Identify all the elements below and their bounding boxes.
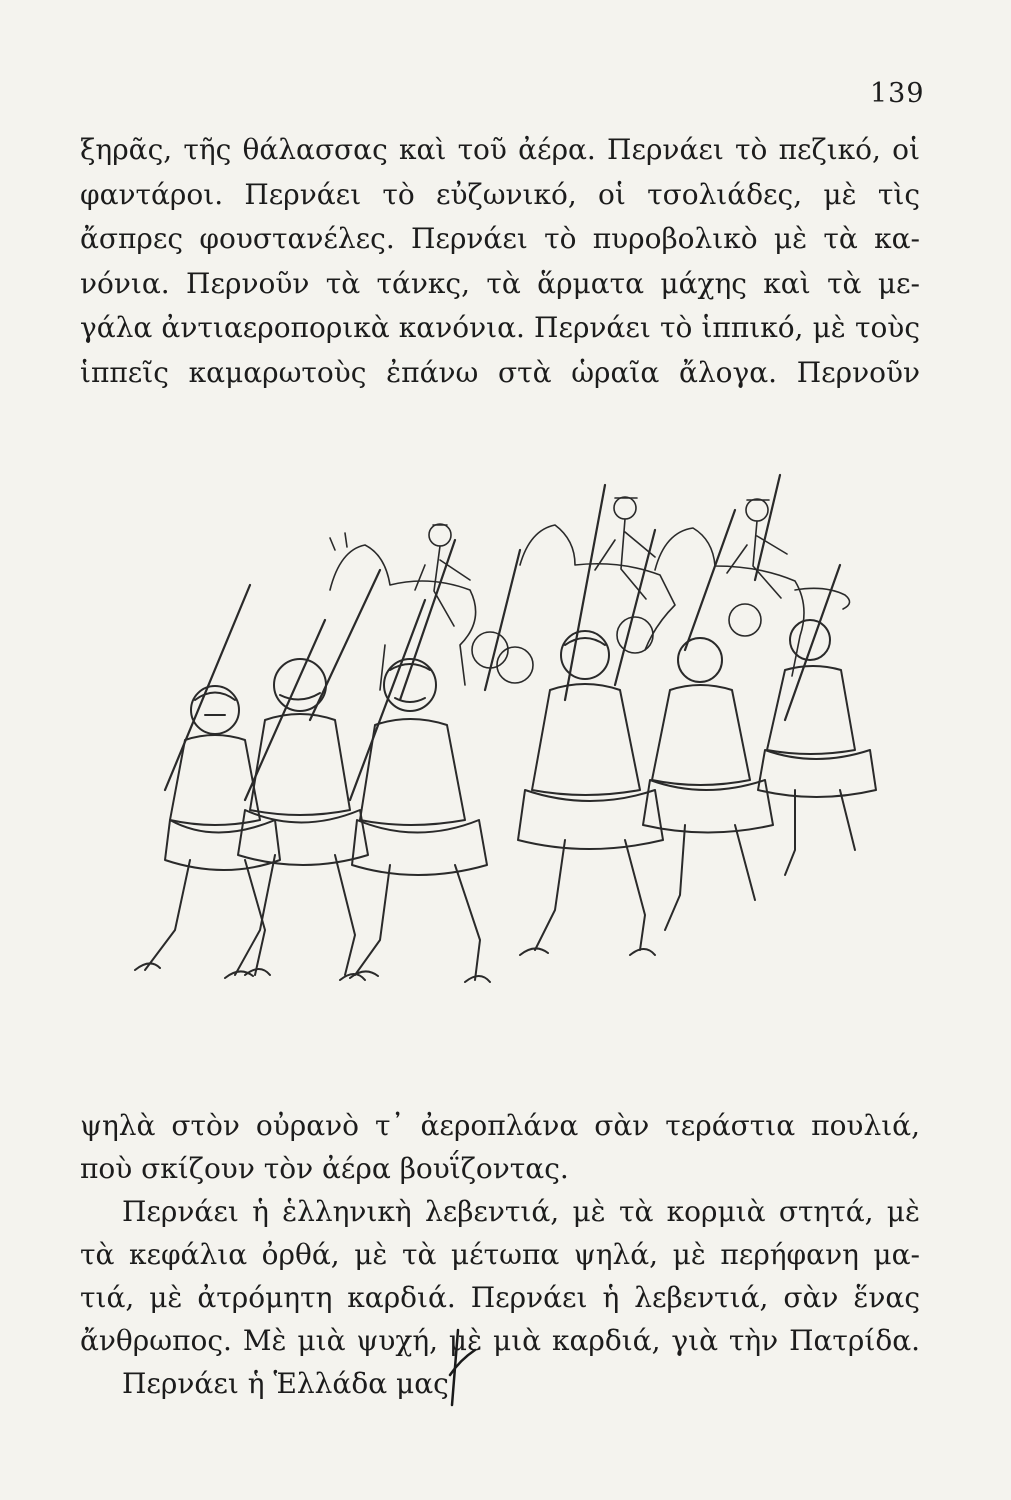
soldier-figure: [350, 659, 490, 982]
text-line: ἱππεῖς καμαρωτοὺς ἐπάνω στὰ ὡραῖα ἄλογα. Περνοῦν: [80, 355, 920, 389]
soldier-figure: [758, 620, 876, 875]
horse-figure: [330, 497, 850, 690]
text-line: φαντάροι. Περνάει τὸ εὐζωνικό, οἱ τσολιάδες, μὲ τὶς: [80, 177, 920, 211]
text-line: νόνια. Περνοῦν τὰ τάνκς, τὰ ἅρματα μάχης καὶ τὰ με-: [80, 266, 920, 300]
bottom-paragraph: [80, 1104, 920, 1405]
soldier-figure: [472, 604, 761, 683]
text-line: ἄνθρωπος. Μὲ μιὰ ψυχή, μὲ μιὰ καρδιά, γιὰ τὴν Πατρίδα.: [80, 1324, 920, 1357]
text-line: τιά, μὲ ἀτρόμητη καρδιά. Περνάει ἡ λεβεντιά, σὰν ἕνας: [80, 1281, 920, 1314]
page-number: 139: [870, 78, 925, 109]
text-line: Περνάει ἡ ἑλληνικὴ λεβεντιά, μὲ τὰ κορμιὰ στητά, μὲ: [122, 1195, 920, 1228]
text-line: Περνάει ἡ Ἑλλάδα μας: [122, 1367, 449, 1400]
text-line: γάλα ἀντιαεροπορικὰ κανόνια. Περνάει τὸ ἱππικό, μὲ τοὺς: [80, 311, 920, 345]
text-line: ποὺ σκίζουν τὸν ἀέρα βουΐζοντας.: [80, 1152, 569, 1185]
soldier-figure: [518, 631, 663, 955]
text-line: τὰ κεφάλια ὀρθά, μὲ τὰ μέτωπα ψηλά, μὲ περήφανη μα-: [80, 1238, 920, 1271]
text-line: ψηλὰ στὸν οὐρανὸ τ᾿ ἀεροπλάνα σὰν τεράστια πουλιά,: [80, 1109, 920, 1142]
soldier-figure: [643, 638, 773, 930]
top-paragraph: [80, 128, 920, 396]
soldier-figure: [225, 659, 368, 980]
evzones-parade-illustration: [95, 470, 905, 1030]
text-line: ξηρᾶς, τῆς θάλασσας καὶ τοῦ ἀέρα. Περνάει τὸ πεζικό, οἱ: [80, 133, 920, 166]
text-line: ἄσπρες φουστανέλες. Περνάει τὸ πυροβολικὸ μὲ τὰ κα-: [80, 222, 920, 256]
